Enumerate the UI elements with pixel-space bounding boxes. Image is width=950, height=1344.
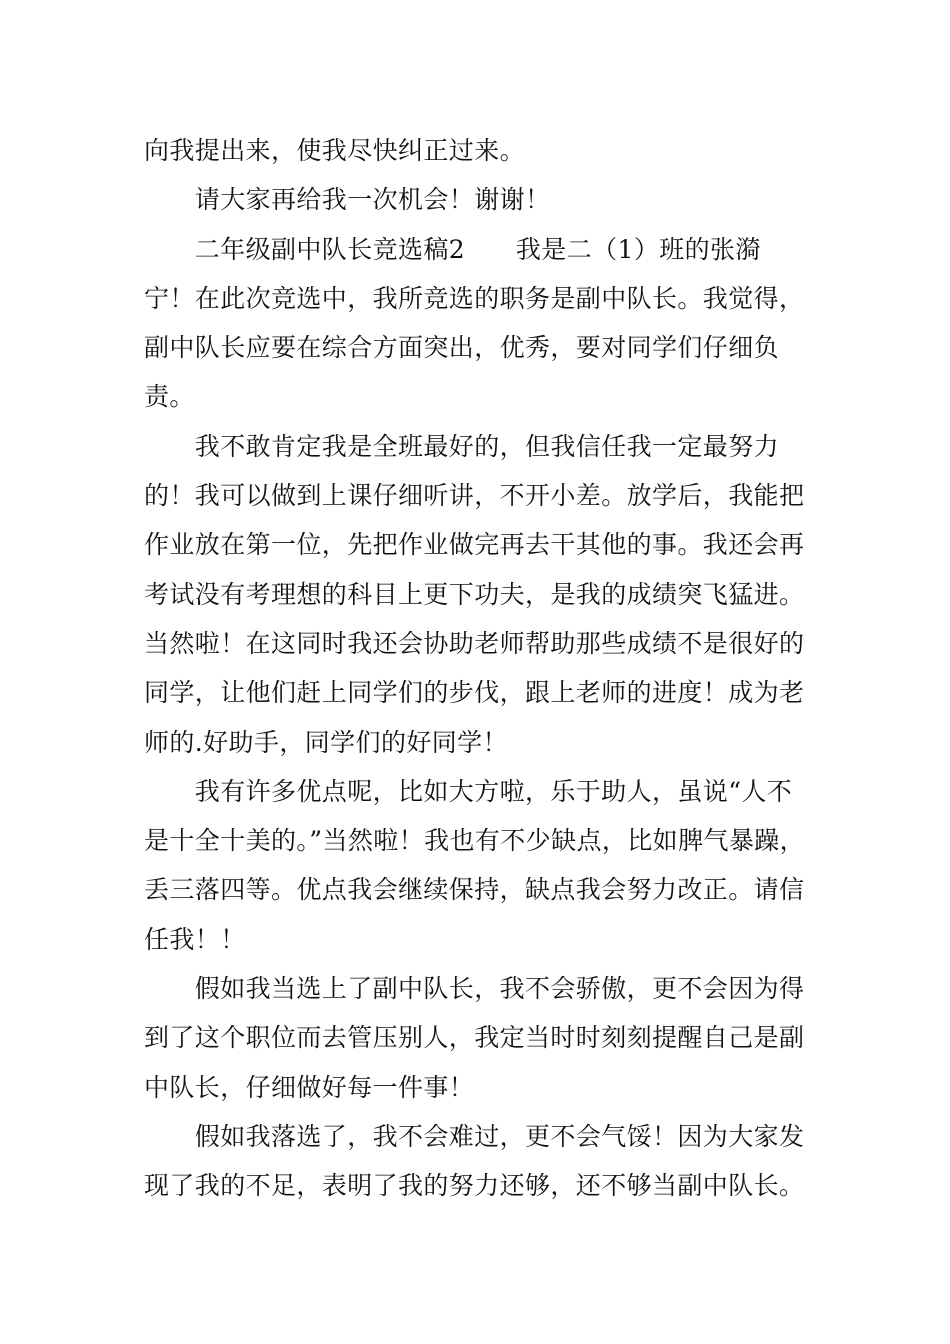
paragraph-4: 我不敢肯定我是全班最好的，但我信任我一定最努力的！我可以做到上课仔细听讲，不开小差。放学后，我能把作业放在第一位，先把作业做完再去干其他的事。我还会再考试没有考理想的科目上更下功夫，是我的成绩突飞猛进。当然啦！在这同时我还会协助老师帮助那些成绩不是很好的同学，让他们赶上同学们的步伐，跟上老师的进度！成为老师的.好助手，同学们的好同学！ xyxy=(144,431,805,757)
document-body xyxy=(144,126,809,1211)
paragraph-6: 假如我当选上了副中队长，我不会骄傲，更不会因为得到了这个职位而去管压别人，我定当时时刻刻提醒自己是副中队长，仔细做好每一件事！ xyxy=(144,974,805,1102)
paragraph-1: 向我提出来，使我尽快纠正过来。 xyxy=(144,136,526,165)
paragraph-7: 假如我落选了，我不会难过，更不会气馁！因为大家发现了我的不足，表明了我的努力还够，还不够当副中队长。 xyxy=(144,1121,805,1201)
paragraph-5: 我有许多优点呢，比如大方啦，乐于助人，虽说“人不是十全十美的。”当然啦！我也有不少缺点，比如脾气暴躁，丢三落四等。优点我会继续保持，缺点我会努力改正。请信任我！！ xyxy=(144,776,806,954)
paragraph-3: 二年级副中队长竞选稿2 我是二（1）班的张漪宁！在此次竞选中，我所竞选的职务是副中队长。我觉得，副中队长应要在综合方面突出，优秀，要对同学们仔细负责。 xyxy=(144,234,805,412)
paragraph-2: 请大家再给我一次机会！谢谢！ xyxy=(144,185,551,215)
